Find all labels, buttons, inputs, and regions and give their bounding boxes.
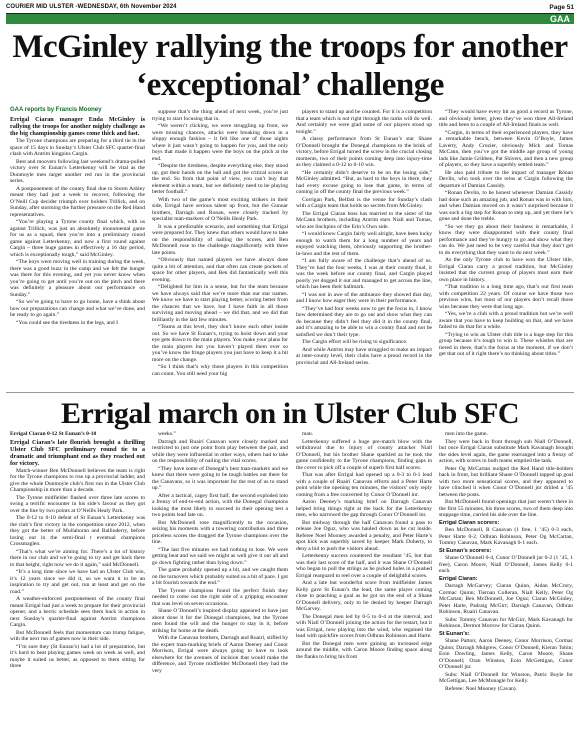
paragraph: “Cargin, in terms of their experienced players, they have a remarkable bench, between Kevin O’Boyle, James Laverty, Andy Crozier, obviously Mick and Tomas McCann, then you’ve got the middle age group of young lads like Jamie Gribben, Pat Shivers, and then a new group of players, so they have a superbly settled team.” (439, 129, 573, 168)
paragraph: “Yes, we’re a club with a proud tradition but we’re well aware that you have to keep building on that, and we have failed to do that for a while. (439, 311, 573, 330)
paragraph: Peter Og McCartan nudged the Red Hand title-holders back in front, but brilliant Shane O’Donnell tapped up goal with two more sensational scores, and they appeared to have clinched it when Conor O’Donnell jnr drilled a ’45 between the posts. (439, 465, 573, 498)
subhead: Errigal Ciaran scorers: (439, 519, 500, 526)
paragraph: “Despite the tiredness, despite everything else, they stood up, got their hands on the ball and got the critical scores at the end. So from that point of view, you can’t buy that element within a team, but we definitely need to be playing better football.” (152, 163, 288, 195)
paragraph: But midway through the half Canavan found a pass to release Joe Oguz, who was hauled down as he cut inside. Referee Noel Mooney awarded a penalty, and Peter Harte’s spot kick was superbly saved by keeper Mark Doherty, to deny a bid to push the visitors ahead. (296, 519, 432, 552)
story2-headline: Errigal march on in Ulster Club SFC (60, 397, 520, 430)
paragraph: It was a predictable scenario, and something that Errigal were prepared for. They knew that others would have to take on the responsibility of nailing the scores, and Ben McDonnell rose to the challenge magnificently with three late points. (152, 223, 288, 256)
paragraph: “So we they go about their business is remarkable, I know they were disappointed with their county final performance and they’re hungry to go and show what they can do. We just need to be very careful that they don’t get to do everything that they want to do next week.” (439, 223, 573, 256)
story1-column-4 (439, 109, 573, 389)
paragraph: As the only Tyrone club to have won the Ulster title, Errigal Ciaran carry a proud tradition, but McGinley insisted that the current group of players must earn their own place in history. (439, 257, 573, 283)
lead-paragraph: Errigal Ciaran manager Enda McGinley is rallying the troops for another mighty challenge as the big championship games come thick and fast. (10, 116, 145, 137)
paragraph: “I was not in awe of the ambiance they showed that day, and I know how eager they were in their performance. (296, 291, 432, 304)
story1-column-1 (10, 116, 145, 388)
paragraph: “Trying to win an Ulster club title is a huge step for this group because it’s tough to win it. These whistles that are tiered in there, that’s the focus at the moment, if we don’t get that out of it right there’s no thinking about titles.” (439, 331, 573, 357)
paragraph: The Tyrone champions are preparing for a third tie in the space of 15 days in Sunday’s Ulster Club SFC quarter-final clash with Antrim kingpins Cargin. (10, 138, 145, 157)
paragraph: They were back in front through sub Niall O’Donnell, but once Errigal Ciaran substitute Mark Kavanagh brought the sides level again, the game rearranged into a frenzy of action, with scores in both teams emptied the tank. (439, 438, 573, 464)
paragraph: “Ronan Devlin, to be honest whenever Damian Cassidy had done such an amazing job, and Ronan was in with him, and when Damian moved on it wasn’t surprised because it was such a big step for Ronan to step up, and yet there he’s gone and done the treble. (439, 190, 573, 222)
paragraph: That was after Errigal had opened up a 0-3 to 0-1 lead with a couple of Ruairí Canavan efforts and a Peter Harte point while the opening ten minutes, the visitors’ only reply coming from a free converted by Conor O’Donnell inr. (296, 472, 432, 498)
subhead: St Eunan’s scorers: (439, 547, 492, 554)
paragraph: Letterkenny success countered the resultant ’45, but that was their last score of the half, and it was Shane O’Donnell who began to pull the strings as he picked holes in a pushed Errigal rearguard to reel over a couple of delightful scores. (296, 553, 432, 579)
section-bar (6, 14, 574, 24)
paragraph: Corrigan Park, Belfast is the venue for Sunday’s clash with a Cargin team that holds no secrets from McGinley. (296, 196, 432, 209)
story1-column-3 (296, 109, 432, 389)
story2-column-3 (296, 431, 432, 731)
result-line: Errigal Ciaran 0-12 St Eunan’s 0-10 (10, 431, 97, 437)
paragraph: Subs: Niall O’Donnell for Winston, Patric Boyle for McGettigan, Lee McMonagle for Kelly. (439, 671, 573, 684)
page-number: Page 51 (549, 4, 574, 11)
paragraph: “Teams at this level, they don’t know each other inside out. So we have St Eunan’s, trying to hoist down and your eye gets drawn to the main players. You make your plans for the main players but you haven’t played them ever so you’ve know the fringe players you just have to keep it a bit more on the change. (152, 324, 288, 363)
paragraph: “They have some of Donegal’s best man-markers and we knew that there were going to be tough battles out there for the Canavans, so it was important for the rest of us to stand up.” (152, 465, 288, 491)
story2-column-4 (439, 431, 573, 731)
paragraph: The 0-12 to 0-10 defeat of St Eunan’s Letterkenny was the club’s first victory in the competition since 2012, when they got the better of Mullahoran and Ballinderry, before losing out in the semi-final t eventual champions Crossmaglen. (10, 515, 145, 547)
paragraph: Match-winner Ben McDonnell believes the team is right for the Tyrone champions to rise up a provincial ladder, and give the whole Dunmoyle club’s first run in the Ulster Club Championship in more than a decade. (10, 467, 145, 493)
paragraph: “We weren’t clicking, we were struggling up front, we were missing chances, attacks were breaking down in a sloppy enough fashion – it felt like one of those nights where it just wasn’t going to happen for you, and the only boys that made it happen were the boys on the pitch at the end. (152, 123, 288, 162)
paragraph: “You’re playing a Tyrone county final which, with us against Trillick, was just an absolutely monumental game for us as a squad, then you’re into a preliminary round game against Letterkenny, and now a first round against Cargin – three huge games in effectively a 16 day period, which is exceptionally tough,” said McGinley. (10, 219, 145, 258)
subhead: St Eunan’s: (439, 630, 470, 637)
paragraph: Best and moovers following last weekend’s drama-pulled victory over St Eunan’s Letterkenny will be vital as the Dunmoyle men target another red run in the provincial series. (10, 158, 145, 184)
paragraph: Aaron Deeney’s marking brief on Darragh Canavan helped bring things tight at the back for the Letterkenny men, who narrowed the gap through Conor O’Donnell inr. (296, 499, 432, 518)
paragraph: The game probably opened up a bit, and we caught them on the turnovers which probably suited us a bit of pace. I got a bit fourish towards the end.” (152, 567, 288, 586)
paragraph: The Cargin effort will be rising to significance. (302, 339, 408, 345)
paragraph: “You could see the tiredness in the legs, and I (16, 319, 118, 326)
lead-paragraph: Errigal Ciaran’s late flourish brought a thrilling Ulster Club SFC preliminary round tie to a dramatic and triumphant end as they reached out for victory. (10, 438, 145, 467)
paragraph: “Obviously that named players we have always done quite a bit of attention, and that often can create pockets of space for other players, and Ben did fantastically well this evening. (152, 257, 288, 283)
paragraph: players to stand up and be counted. For it is a competition that a team which is not right through the ranks will do well. And certainly we were glad some of our players stood up tonight.” (296, 109, 432, 135)
paragraph: “I am fully aware of the challenge that’s ahead of us. They’ve had the four weeks, I was at their county final, it was the week before our county final, and Cargin played poorly yet dogged it out and managed to get across the line, which has been their hallmark. (296, 258, 432, 290)
story2-column-2 (152, 431, 288, 731)
paragraph: After a tactical, cagey first half, the second exploded into a frenzy of end-to-end action, with the Donegal champions looking the most likely to succeed in their opening test a two points lead late on. (152, 492, 288, 518)
story2-column-1 (10, 431, 145, 731)
publication-line: COURIER MID ULSTER -WEDNESDAY, 6th November 2024 (6, 4, 177, 10)
story1-headline: McGinley rallying the troops for another ‘exceptional’ challenge (12, 29, 568, 103)
paragraph: man. (302, 431, 314, 437)
paragraph: And a late but wonderful score from midfielder James Kelly gave St Eunan’s the lead, the same player coming close to poaching a goal as he got on the end of a Shane O’Donnell delivery, only to be denied by keeper Darragh McGarvey. (296, 580, 432, 612)
paragraph: “That tradition is a long time ago, that’s our first team with competition 22 years. Of course we have those two previous wins, but most of our players don’t recall those wins because they were that long ago. (439, 284, 573, 310)
paragraph: And while Antrim may have struggled to make an impact at inter-county level, their clubs have a proud record in the provincial and All-Ireland series. (296, 346, 432, 366)
paragraph: “The boys were moving well in training during the week, there was a good buzz in the camp and we felt the hunger was there for this evening, and yet you never know when you’re going to get until you’re out on the pitch and there was definitely a pleasure about our performance on Sunday.” (10, 259, 145, 298)
paragraph: Shane Patton; Aaron Deeney, Conor Morrison, Cormac Quinn; Darragh Mulgrew, Conor O’Donnell, Kieran Tobin; Eoin Dowling, James Kelly, Caron Moore, Shane O’Donnell; Oran Winston, Eoin McGettigan, Conor O’Donnell jnr. (439, 638, 573, 670)
paragraph: Darragh and Ruairí Canavan were closely marked and restricted to just one point from play between the pair, and while they were influential in other ways, others had to take on the responsibility of nailing the vital scores. (152, 438, 288, 464)
paragraph: “The last five minutes we had nothing to lose. We were getting beat and we said we might as well give it our all and go down fighting rather than lying down.” (152, 546, 288, 566)
section-label: GAA (550, 14, 570, 24)
paragraph: Darragh McGarvey; Ciaran Quinn, Aidan McCrory, Cormac Quinn; Tiernan Colleran, Niall Kelly, Peter Og McCartan; Ben McDonnell, Joe Oguz; Ciaran McGinley, Peter Harte, Padraig McGirr; Darragh Canavan, Odhran Robinson, Ruairí Canavan. (439, 583, 573, 615)
paragraph: “It’s a long time since we have had an Ulster Club win, it’s 12 years since we did it, so we want it to be an inspiration to try and get out, run at least and get on the road.” (10, 569, 145, 595)
paragraph: “Delighted for him in a sense, but for the team because we have always said that we’re more than our star names. We know we have to start playing better, scoring better from the chances that we have, but I have faith in all those surviving and moving ahead – we did that, and we did that brilliantly in the last few minutes. (152, 284, 288, 323)
paragraph: “So I think that’s why those players in this competition can count. You still need your big (152, 364, 288, 377)
paragraph: “They’ve had four weeks now to get the focus in, I know how determined they are to go out and show what they can do because they didn’t feel they did it in the county final, and it’s amazing to be able to win a county final and not be satisfied we don’t their type. (296, 305, 432, 338)
paragraph: With the Canavan brothers, Darragh and Ruairí, stifled by the expert man-marking briefs of Aaron Deeney and Conor Morrison, Errigal were always going to have to look elsewhere for the avenues of incision that would make the difference, and Tyrone midfielder McDonnell they had the very (152, 635, 288, 674)
paragraph: But McDonnell found openings that just weren’t there in the first 55 minutes, his three scores, two of them deep into stoppage time, carried his side over the line. (439, 499, 573, 518)
paragraph: Ben McDonnell, R Canavan (1 free, 1 ’45) 0-3 each, Peter Harte 0-2, Odhran Robinson, Peter Og McCartan, Tommy Canavan, Mark Kavanagh 0-1 each. (439, 527, 573, 546)
subhead: Errigal Ciaran: (439, 575, 478, 582)
paragraph: “I’m sure they (St Eunan’s) had a lot of preparation, but it’s hard to beat playing games week on week as well, and maybe it suited us better, as opposed to them sitting for three (10, 643, 145, 669)
paragraph: men into the game. (445, 431, 488, 437)
paragraph: A classy performance from St Eunan’s star Shane O’Donnell brought the Donegal champions to the brink of victory, before Errigal turned the screw in the crucial closing moments, two of their points coming deep into injury-time as they claimed a 0-12 to 0-10 win. (296, 136, 432, 168)
paragraph: A postponement of the county final due to Storm Ashley meant they had just a week to recover, following the O’Neill Cup decider triumph over holders Trillick, and on Sunday, after storming the further pressure on the Red Hand representatives. (10, 185, 145, 218)
paragraph: “I would know Cargin fairly well alright, have been lucky enough to watch them for a long number of years and enjoyed watching them, obviously supporting the brother-in-laws and the rest of them. (296, 231, 432, 257)
story1-column-2 (152, 109, 288, 389)
paragraph: A weather-enforced postponement of the county final meant Errigal had just a week to prepare for their provincial opener, and a hectic schedule sees them back in action in next Sunday’s quarter-final against Antrim champions Cargin. (10, 596, 145, 628)
paragraph: But McDonnell feels that momentum can trump fatigue, with the next run of games now in their side. (10, 629, 145, 642)
story-divider (6, 392, 574, 393)
paragraph: The Errigal Ciaran boss has married to the sister of the McCann brothers, including Antrim stars Niall and Tomas, who are linchpins of the Erin’s Own side. (296, 210, 432, 230)
paragraph: But McDonnell rose magnificently to the occasion, seizing his moments with a towering contribution and three priceless scores the dragged the Tyrone champions over the line. (152, 519, 288, 545)
paragraph: Referee: Noel Mooney (Cavan). (445, 685, 518, 692)
paragraph: He also paid tribute to the impact of manager Rónan Devlin, who took over the reins at Cargin following the departure of Damian Cassidy. (439, 169, 573, 189)
paragraph: suppose that’s the thing ahead of next week, you’re just trying to start focusing that in. (152, 109, 288, 122)
paragraph: The Tyrone champions found the perfect finish they needed to come out the right side of a gripping encounter that was level on seven occasions. (152, 587, 288, 607)
paragraph: But the Donegal men were gaining an increased edge around the middle, with Caron Moore finding space along the flanks to bring his front (296, 640, 432, 660)
paragraph: Shane O’Donnell’s inspired display appeared to have just about done it for the Donegal champions, but the Tyrone men found the will and the hunger to stay in it, before striking for home at the death. (152, 608, 288, 634)
paragraph: “That’s what we’re aiming for. There’s a lot of history there in our club and we’re going to try and get back there to that height, right now we do it again,” said McDonnell. (10, 548, 145, 568)
paragraph: Letterkenny suffered a huge pre-match blow with the withdrawal due to injury of county attacker Niall O’Donnell, but his brother Shane sparkled as he took the game confidently to the Tyrone champions, finding gaps in the cover to pick off a couple of superb first half scores. (296, 438, 432, 471)
story1-byline: GAA reports by Francis Mooney (10, 107, 102, 113)
paragraph: “He certainly didn’t deserve to be on the losing side,” McGinley admitted. “But, as hard to the boys in there, they had every excuse going to lose that game, in terms of coming in off the county final the previous week.” (296, 169, 432, 195)
paragraph: “They would have every bit as good a record as Tyrone, and obviously better, given they’ve won three All-Ireland title and been to a couple of All-Ireland finals as well. (439, 109, 573, 128)
paragraph: Subs: Tommy Canavan for McGirr, Mark Kavanagh for Robinson, Dermot Morrow for Ciaran Quinn. (439, 616, 573, 629)
page-header (0, 0, 580, 30)
paragraph: The Tyrone midfielder flashed over three late scores to swing a terrific encounter in his side’s favour as they got over the line by two points at O’Neills Healy Park. (10, 494, 145, 514)
paragraph: Shane O’Donnell 0-4, Conor O’Donnell jnr 0-2 (1 ’45, 1 free), Caron Moore, Niall O’Donnell, James Kelly 0-1 each. (439, 555, 573, 574)
paragraph: “So we’re going to have to go home, have a think about how our preparations can change and what we’ve done, and be ready to go again.” (10, 299, 145, 318)
paragraph: weeks.” (158, 431, 176, 437)
paragraph: The Donegal men led by 0-5 to 0-4 at the interval, and with Niall O’Donnell joining the action for the restart, but it was Errigal, now playing into the wind, who regained the lead with quickfire scores from Odhran Robinson and Harte. (296, 613, 432, 639)
paragraph: With two of the game’s most exciting strikers in their side, Errigal have serious talent up front, but the Gunnar brothers, Darragh and Ronan, were closely tracked by specialist man-markers of O’Neills Healy Park. (152, 196, 288, 222)
